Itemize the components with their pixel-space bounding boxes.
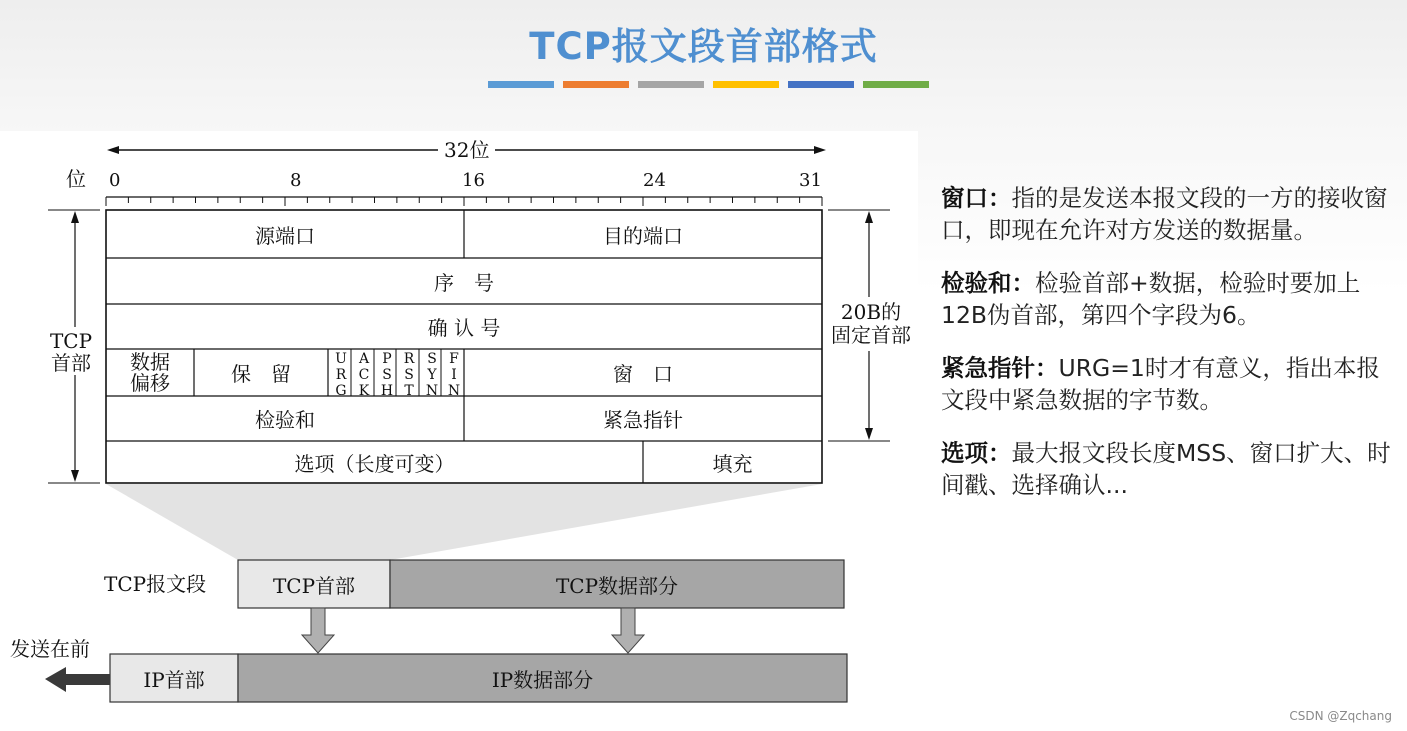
flag-syn: SYN — [424, 351, 440, 399]
field-sequence-number: 序 号 — [434, 270, 494, 295]
diagram-panel — [0, 131, 918, 713]
bit-tick-31: 31 — [799, 170, 822, 191]
note-term: 选项： — [941, 439, 1012, 467]
note-text: URG=1时才有意义，指出本报文段中紧急数据的字节数。 — [941, 354, 1380, 414]
field-urgent-pointer: 紧急指针 — [603, 408, 683, 432]
send-first-label: 发送在前 — [10, 637, 90, 661]
flag-urg: URG — [333, 351, 349, 399]
tcp-data-block: TCP数据部分 — [555, 573, 679, 598]
field-data-offset: 数据 偏移 — [130, 349, 170, 395]
fixed-header-brace-label: 20B的 固定首部 — [831, 300, 911, 347]
title-bar-2 — [563, 81, 629, 88]
bit-tick-8: 8 — [290, 170, 302, 191]
field-destination-port: 目的端口 — [603, 223, 683, 248]
note-urgent-pointer — [941, 352, 1401, 416]
note-checksum — [941, 267, 1401, 331]
note-options — [941, 437, 1401, 501]
footer-credit: CSDN @Zqchang — [1289, 709, 1392, 723]
field-options: 选项（长度可变） — [294, 451, 455, 476]
tcp-segment-label: TCP报文段 — [104, 572, 207, 596]
bit-tick-0: 0 — [109, 170, 121, 191]
ip-header-block: IP首部 — [143, 667, 205, 692]
title-bar-1 — [488, 81, 554, 88]
field-checksum: 检验和 — [255, 408, 315, 432]
ip-data-block: IP数据部分 — [491, 667, 594, 692]
tcp-header-brace-label: TCP 首部 — [49, 329, 93, 375]
flag-ack: ACK — [356, 351, 372, 399]
title-bar-4 — [713, 81, 779, 88]
note-term: 紧急指针： — [941, 354, 1059, 382]
note-term: 检验和： — [941, 269, 1035, 297]
note-text: 最大报文段长度MSS、窗口扩大、时间戳、选择确认... — [941, 439, 1391, 499]
slide-title: TCP报文段首部格式 — [529, 25, 878, 68]
bit-label: 位 — [66, 167, 86, 191]
note-term: 窗口： — [941, 184, 1012, 212]
tcp-header-block: TCP首部 — [272, 573, 356, 598]
bit-tick-24: 24 — [643, 170, 666, 191]
title-bar-6 — [863, 81, 929, 88]
field-source-port: 源端口 — [255, 223, 315, 248]
field-reserved: 保 留 — [231, 362, 291, 386]
field-padding: 填充 — [712, 451, 753, 476]
bit-tick-16: 16 — [462, 170, 485, 191]
note-window — [941, 182, 1401, 246]
title-bar-5 — [788, 81, 854, 88]
width-label: 32位 — [444, 138, 490, 162]
flag-fin: FIN — [446, 351, 462, 399]
note-text: 指的是发送本报文段的一方的接收窗口，即现在允许对方发送的数据量。 — [941, 184, 1388, 244]
field-window: 窗 口 — [613, 362, 673, 386]
notes-panel — [941, 182, 1401, 522]
flag-rst: RST — [401, 351, 417, 399]
flag-psh: PSH — [379, 351, 395, 399]
field-ack-number: 确 认 号 — [427, 316, 501, 340]
title-bar-3 — [638, 81, 704, 88]
note-text: 检验首部+数据，检验时要加上12B伪首部，第四个字段为6。 — [941, 269, 1361, 329]
